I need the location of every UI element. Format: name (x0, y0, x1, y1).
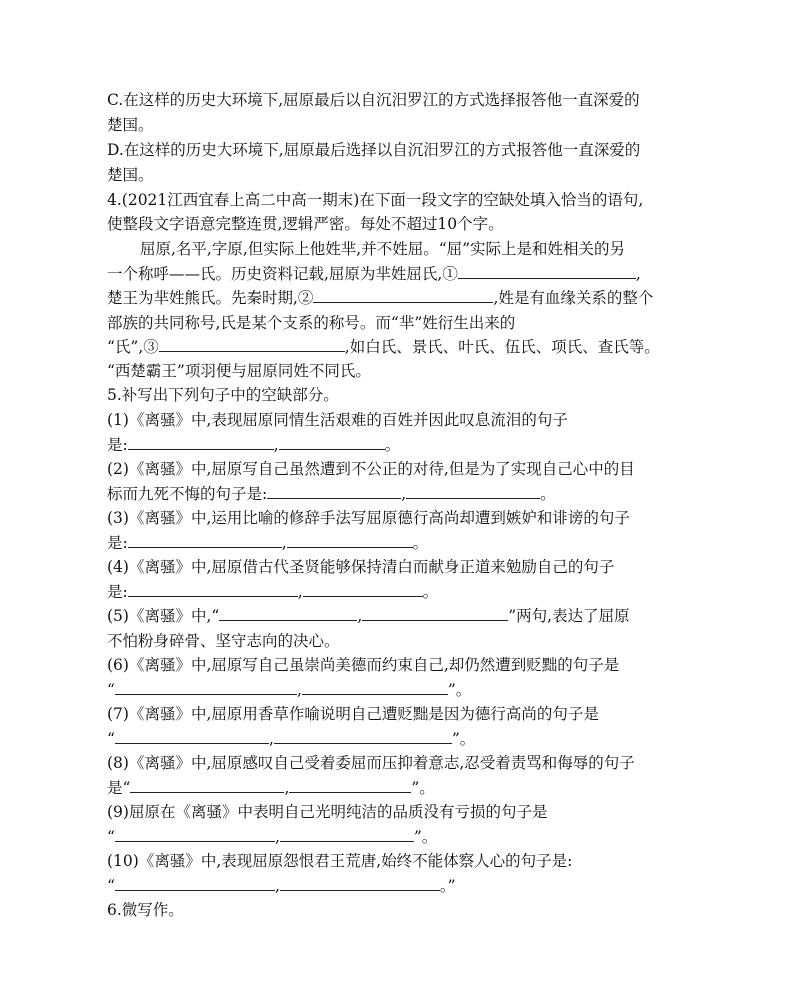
q4-passage-line4: 部族的共同称号,氏是某个支系的称号。而“芈”姓衍生出来的 (107, 314, 516, 332)
option-c-line1: C.在这样的历史大环境下,屈原最后以自沉汨罗江的方式选择报答他一直深爱的 (107, 91, 640, 109)
q6-heading: 6.微写作。 (107, 901, 184, 919)
q4-passage-line5 (107, 335, 660, 359)
answer-blank-2[interactable] (313, 287, 493, 303)
q5-item-5-prompt: (5)《离骚》中,“ , ”两句,表达了屈原 (107, 607, 630, 625)
answer-blank[interactable] (279, 434, 385, 450)
answer-blank-3[interactable] (159, 336, 345, 352)
answer-blank[interactable] (280, 875, 440, 891)
answer-blank[interactable] (280, 826, 414, 842)
q5-heading: 5.补写出下列句子中的空缺部分。 (107, 386, 339, 404)
q5-item-9-answer: “ , ”。 (107, 828, 438, 846)
q5-item-8-answer: 是“ , ”。 (107, 779, 435, 797)
q5-item-2-prompt: (2)《离骚》中,屈原写自己虽然遭到不公正的对待,但是为了实现自己心中的目 (107, 460, 635, 478)
q5-item-9-prompt: (9)屈原在《离骚》中表明自己光明纯洁的品质没有亏损的句子是 (107, 803, 548, 821)
q5-item-6-answer: “ , ”。 (107, 681, 472, 699)
answer-blank[interactable] (287, 532, 413, 548)
q5-item-10-answer: “ , 。” (107, 877, 456, 895)
answer-blank[interactable] (219, 605, 357, 621)
q4-passage-punct: , (635, 265, 641, 283)
q5-item-10-prompt: (10)《离骚》中,表现屈原怨恨君王荒唐,始终不能体察人心的句子是: (107, 852, 573, 870)
answer-blank[interactable] (267, 483, 401, 499)
option-c-line2: 楚国。 (107, 116, 154, 134)
answer-blank[interactable] (406, 483, 540, 499)
q5-item-2-answer: 标而九死不悔的句子是: , 。 (107, 485, 556, 503)
q4-passage-line3 (107, 286, 653, 310)
answer-blank-1[interactable] (458, 263, 636, 279)
q5-item-1-answer: 是: , 。 (107, 436, 401, 454)
q4-passage-text: 一个称呼——氏。历史资料记载,屈原为芈姓屈氏,① (107, 265, 458, 283)
answer-blank[interactable] (128, 532, 282, 548)
q4-passage-text: “氏”,③ (107, 338, 159, 356)
q5-item-5-continued: 不怕粉身碎骨、坚守志向的决心。 (107, 632, 340, 650)
answer-blank[interactable] (362, 605, 508, 621)
answer-blank[interactable] (115, 728, 269, 744)
q5-item-4-answer: 是: , 。 (107, 583, 439, 601)
q4-passage-text: ,如白氏、景氏、叶氏、伍氏、项氏、查氏等。 (344, 338, 660, 356)
q4-heading-line2: 使整段文字语意完整连贯,逻辑严密。每处不超过10个字。 (107, 215, 504, 233)
q4-heading-line1: 4.(2021江西宜春上高二中高一期末)在下面一段文字的空缺处填入恰当的语句, (107, 191, 644, 209)
option-d-line2: 楚国。 (107, 166, 154, 184)
q5-item-7-prompt: (7)《离骚》中,屈原用香草作喻说明自己遭贬黜是因为德行高尚的句子是 (107, 705, 599, 723)
q5-item-7-answer: “ , ”。 (107, 730, 476, 748)
q4-passage-line2 (107, 262, 641, 286)
answer-blank[interactable] (128, 581, 298, 597)
q5-item-4-prompt: (4)《离骚》中,屈原借古代圣贤能够保持清白而献身正道来勉励自己的句子 (107, 558, 615, 576)
q5-item-6-prompt: (6)《离骚》中,屈原写自己虽崇尚美德而约束自己,却仍然遭到贬黜的句子是 (107, 656, 620, 674)
answer-blank[interactable] (289, 777, 411, 793)
answer-blank[interactable] (115, 679, 297, 695)
q4-passage-line6: “西楚霸王”项羽便与屈原同姓不同氏。 (107, 362, 371, 380)
answer-blank[interactable] (274, 728, 452, 744)
q5-item-8-prompt: (8)《离骚》中,屈原感叹自己受着委屈而压抑着意志,忍受着责骂和侮辱的句子 (107, 754, 635, 772)
answer-blank[interactable] (303, 581, 423, 597)
option-d-line1: D.在这样的历史大环境下,屈原最后选择以自沉汨罗江的方式报答他一直深爱的 (107, 141, 641, 159)
q4-passage-text: 楚王为芈姓熊氏。先秦时期,② (107, 289, 314, 307)
q5-item-3-answer: 是: , 。 (107, 534, 429, 552)
q5-item-1-prompt: (1)《离骚》中,表现屈原同情生活艰难的百姓并因此叹息流泪的句子 (107, 411, 568, 429)
q4-passage-text: ,姓是有血缘关系的整个 (493, 289, 654, 307)
q5-item-3-prompt: (3)《离骚》中,运用比喻的修辞手法写屈原德行高尚却遭到嫉妒和诽谤的句子 (107, 509, 630, 527)
answer-blank[interactable] (128, 434, 274, 450)
answer-blank[interactable] (130, 777, 284, 793)
answer-blank[interactable] (115, 826, 275, 842)
q4-passage-line1: 屈原,名平,字原,但实际上他姓芈,并不姓屈。“屈”实际上是和姓相关的另 (140, 240, 626, 258)
answer-blank[interactable] (302, 679, 448, 695)
answer-blank[interactable] (115, 875, 275, 891)
